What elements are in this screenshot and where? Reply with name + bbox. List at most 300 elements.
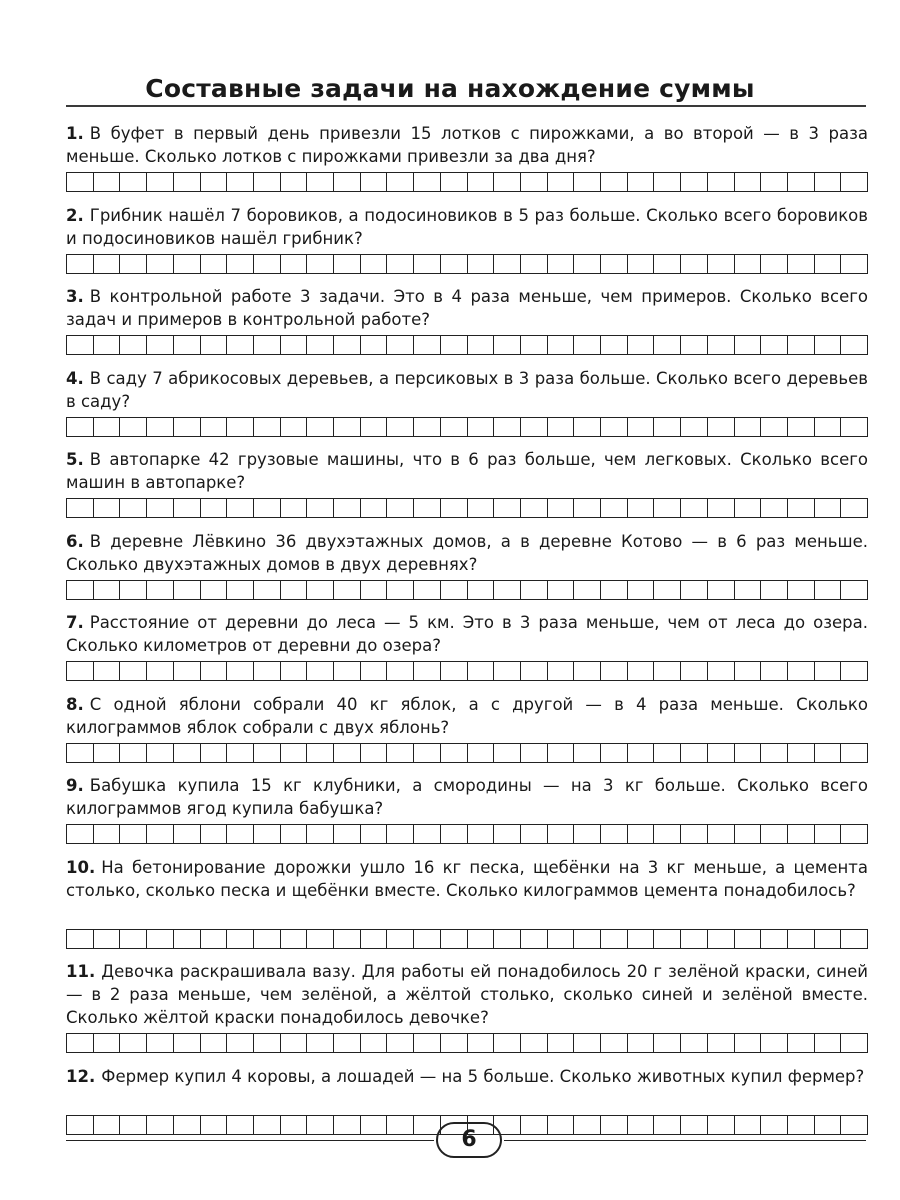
answer-cell[interactable] (653, 661, 680, 681)
answer-cell[interactable] (573, 929, 600, 949)
answer-cell[interactable] (413, 1033, 440, 1053)
answer-cell[interactable] (493, 580, 520, 600)
answer-cell[interactable] (493, 824, 520, 844)
answer-cell[interactable] (814, 743, 841, 763)
answer-grid[interactable] (66, 1033, 868, 1053)
answer-cell[interactable] (600, 661, 627, 681)
answer-cell[interactable] (440, 254, 467, 274)
answer-cell[interactable] (200, 1033, 227, 1053)
answer-cell[interactable] (573, 417, 600, 437)
answer-cell[interactable] (680, 824, 707, 844)
answer-cell[interactable] (814, 417, 841, 437)
answer-cell[interactable] (680, 743, 707, 763)
answer-cell[interactable] (333, 580, 360, 600)
answer-cell[interactable] (253, 661, 280, 681)
answer-cell[interactable] (547, 824, 574, 844)
answer-grid[interactable] (66, 580, 868, 600)
answer-cell[interactable] (707, 1115, 734, 1135)
answer-cell[interactable] (627, 172, 654, 192)
answer-cell[interactable] (333, 661, 360, 681)
answer-cell[interactable] (467, 172, 494, 192)
answer-cell[interactable] (306, 580, 333, 600)
answer-cell[interactable] (840, 929, 868, 949)
answer-cell[interactable] (814, 254, 841, 274)
answer-cell[interactable] (627, 1115, 654, 1135)
answer-cell[interactable] (146, 580, 173, 600)
answer-cell[interactable] (226, 580, 253, 600)
answer-cell[interactable] (493, 417, 520, 437)
answer-cell[interactable] (146, 417, 173, 437)
answer-cell[interactable] (413, 743, 440, 763)
answer-cell[interactable] (66, 172, 93, 192)
answer-cell[interactable] (493, 929, 520, 949)
answer-cell[interactable] (226, 1115, 253, 1135)
answer-cell[interactable] (386, 580, 413, 600)
answer-cell[interactable] (440, 335, 467, 355)
answer-cell[interactable] (253, 417, 280, 437)
answer-cell[interactable] (573, 743, 600, 763)
answer-cell[interactable] (734, 254, 761, 274)
answer-cell[interactable] (226, 498, 253, 518)
answer-cell[interactable] (787, 1033, 814, 1053)
answer-cell[interactable] (253, 580, 280, 600)
answer-cell[interactable] (360, 929, 387, 949)
answer-cell[interactable] (734, 498, 761, 518)
answer-cell[interactable] (760, 1115, 787, 1135)
answer-cell[interactable] (493, 661, 520, 681)
answer-cell[interactable] (280, 1115, 307, 1135)
answer-cell[interactable] (573, 172, 600, 192)
answer-cell[interactable] (814, 661, 841, 681)
answer-cell[interactable] (93, 172, 120, 192)
answer-cell[interactable] (493, 172, 520, 192)
answer-cell[interactable] (146, 743, 173, 763)
answer-cell[interactable] (360, 743, 387, 763)
answer-cell[interactable] (93, 929, 120, 949)
answer-cell[interactable] (814, 498, 841, 518)
answer-cell[interactable] (386, 335, 413, 355)
answer-cell[interactable] (627, 1033, 654, 1053)
answer-cell[interactable] (93, 580, 120, 600)
answer-cell[interactable] (787, 1115, 814, 1135)
answer-cell[interactable] (360, 417, 387, 437)
answer-cell[interactable] (547, 417, 574, 437)
answer-cell[interactable] (467, 661, 494, 681)
answer-cell[interactable] (413, 661, 440, 681)
answer-cell[interactable] (93, 824, 120, 844)
answer-cell[interactable] (840, 498, 868, 518)
answer-cell[interactable] (814, 824, 841, 844)
answer-cell[interactable] (653, 929, 680, 949)
answer-cell[interactable] (653, 580, 680, 600)
answer-cell[interactable] (627, 661, 654, 681)
answer-cell[interactable] (360, 580, 387, 600)
answer-cell[interactable] (573, 580, 600, 600)
answer-cell[interactable] (333, 254, 360, 274)
answer-cell[interactable] (787, 661, 814, 681)
answer-cell[interactable] (760, 929, 787, 949)
answer-cell[interactable] (573, 254, 600, 274)
answer-cell[interactable] (119, 661, 146, 681)
answer-cell[interactable] (280, 335, 307, 355)
answer-cell[interactable] (306, 498, 333, 518)
answer-cell[interactable] (814, 929, 841, 949)
answer-cell[interactable] (66, 661, 93, 681)
answer-cell[interactable] (226, 743, 253, 763)
answer-cell[interactable] (707, 1033, 734, 1053)
answer-cell[interactable] (787, 580, 814, 600)
answer-cell[interactable] (306, 1115, 333, 1135)
answer-cell[interactable] (413, 335, 440, 355)
answer-cell[interactable] (386, 743, 413, 763)
answer-cell[interactable] (386, 417, 413, 437)
answer-cell[interactable] (173, 172, 200, 192)
answer-cell[interactable] (760, 743, 787, 763)
answer-cell[interactable] (467, 824, 494, 844)
answer-grid[interactable] (66, 661, 868, 681)
answer-cell[interactable] (253, 743, 280, 763)
answer-cell[interactable] (600, 929, 627, 949)
answer-cell[interactable] (253, 254, 280, 274)
answer-cell[interactable] (200, 661, 227, 681)
answer-cell[interactable] (467, 580, 494, 600)
answer-cell[interactable] (333, 824, 360, 844)
answer-cell[interactable] (66, 1033, 93, 1053)
answer-cell[interactable] (440, 580, 467, 600)
answer-cell[interactable] (93, 743, 120, 763)
answer-cell[interactable] (440, 929, 467, 949)
answer-cell[interactable] (306, 335, 333, 355)
answer-cell[interactable] (200, 417, 227, 437)
answer-grid[interactable] (66, 335, 868, 355)
answer-cell[interactable] (520, 743, 547, 763)
answer-cell[interactable] (627, 743, 654, 763)
answer-cell[interactable] (734, 661, 761, 681)
answer-cell[interactable] (280, 824, 307, 844)
answer-cell[interactable] (306, 172, 333, 192)
answer-cell[interactable] (787, 929, 814, 949)
answer-cell[interactable] (119, 743, 146, 763)
answer-cell[interactable] (680, 335, 707, 355)
answer-cell[interactable] (760, 254, 787, 274)
answer-cell[interactable] (787, 743, 814, 763)
answer-cell[interactable] (707, 929, 734, 949)
answer-cell[interactable] (467, 254, 494, 274)
answer-cell[interactable] (413, 172, 440, 192)
answer-cell[interactable] (226, 929, 253, 949)
answer-cell[interactable] (467, 743, 494, 763)
answer-cell[interactable] (440, 417, 467, 437)
answer-cell[interactable] (653, 335, 680, 355)
answer-cell[interactable] (386, 824, 413, 844)
answer-cell[interactable] (627, 254, 654, 274)
answer-cell[interactable] (680, 661, 707, 681)
answer-cell[interactable] (93, 335, 120, 355)
answer-cell[interactable] (146, 498, 173, 518)
answer-cell[interactable] (680, 580, 707, 600)
answer-cell[interactable] (787, 498, 814, 518)
answer-cell[interactable] (520, 929, 547, 949)
answer-cell[interactable] (680, 498, 707, 518)
answer-cell[interactable] (573, 335, 600, 355)
answer-cell[interactable] (493, 1033, 520, 1053)
answer-cell[interactable] (627, 580, 654, 600)
answer-cell[interactable] (173, 580, 200, 600)
answer-cell[interactable] (600, 824, 627, 844)
answer-cell[interactable] (573, 498, 600, 518)
answer-cell[interactable] (66, 743, 93, 763)
answer-cell[interactable] (200, 335, 227, 355)
answer-cell[interactable] (146, 1033, 173, 1053)
answer-cell[interactable] (547, 1033, 574, 1053)
answer-cell[interactable] (119, 498, 146, 518)
answer-cell[interactable] (66, 1115, 93, 1135)
answer-cell[interactable] (66, 580, 93, 600)
answer-cell[interactable] (306, 1033, 333, 1053)
answer-cell[interactable] (840, 1033, 868, 1053)
answer-cell[interactable] (707, 580, 734, 600)
answer-cell[interactable] (119, 929, 146, 949)
answer-cell[interactable] (467, 417, 494, 437)
answer-cell[interactable] (734, 580, 761, 600)
answer-cell[interactable] (333, 172, 360, 192)
answer-cell[interactable] (707, 417, 734, 437)
answer-cell[interactable] (253, 929, 280, 949)
answer-cell[interactable] (653, 1115, 680, 1135)
answer-cell[interactable] (173, 498, 200, 518)
answer-cell[interactable] (360, 824, 387, 844)
answer-cell[interactable] (360, 172, 387, 192)
answer-cell[interactable] (146, 172, 173, 192)
answer-cell[interactable] (520, 1033, 547, 1053)
answer-cell[interactable] (653, 1033, 680, 1053)
answer-cell[interactable] (173, 743, 200, 763)
answer-cell[interactable] (734, 172, 761, 192)
answer-cell[interactable] (840, 172, 868, 192)
answer-cell[interactable] (520, 172, 547, 192)
answer-cell[interactable] (707, 824, 734, 844)
answer-cell[interactable] (467, 498, 494, 518)
answer-grid[interactable] (66, 254, 868, 274)
answer-cell[interactable] (600, 498, 627, 518)
answer-cell[interactable] (173, 929, 200, 949)
answer-cell[interactable] (547, 929, 574, 949)
answer-cell[interactable] (253, 824, 280, 844)
answer-cell[interactable] (787, 335, 814, 355)
answer-cell[interactable] (93, 417, 120, 437)
answer-cell[interactable] (360, 498, 387, 518)
answer-cell[interactable] (520, 1115, 547, 1135)
answer-cell[interactable] (840, 580, 868, 600)
answer-cell[interactable] (200, 580, 227, 600)
answer-cell[interactable] (787, 172, 814, 192)
answer-cell[interactable] (333, 498, 360, 518)
answer-cell[interactable] (760, 824, 787, 844)
answer-cell[interactable] (119, 1115, 146, 1135)
answer-cell[interactable] (600, 335, 627, 355)
answer-cell[interactable] (360, 1115, 387, 1135)
answer-cell[interactable] (520, 498, 547, 518)
answer-cell[interactable] (600, 743, 627, 763)
answer-cell[interactable] (173, 1033, 200, 1053)
answer-cell[interactable] (627, 824, 654, 844)
answer-cell[interactable] (840, 254, 868, 274)
answer-cell[interactable] (840, 335, 868, 355)
answer-cell[interactable] (814, 580, 841, 600)
answer-cell[interactable] (440, 172, 467, 192)
answer-cell[interactable] (253, 1033, 280, 1053)
answer-cell[interactable] (306, 661, 333, 681)
answer-cell[interactable] (119, 172, 146, 192)
answer-cell[interactable] (707, 335, 734, 355)
answer-cell[interactable] (93, 254, 120, 274)
answer-cell[interactable] (413, 929, 440, 949)
answer-cell[interactable] (200, 824, 227, 844)
answer-cell[interactable] (493, 254, 520, 274)
answer-cell[interactable] (734, 1033, 761, 1053)
answer-cell[interactable] (653, 824, 680, 844)
answer-cell[interactable] (413, 417, 440, 437)
answer-cell[interactable] (760, 417, 787, 437)
answer-grid[interactable] (66, 929, 868, 949)
answer-cell[interactable] (66, 929, 93, 949)
answer-cell[interactable] (547, 172, 574, 192)
answer-cell[interactable] (707, 743, 734, 763)
answer-cell[interactable] (66, 417, 93, 437)
answer-cell[interactable] (119, 580, 146, 600)
answer-cell[interactable] (333, 929, 360, 949)
answer-cell[interactable] (413, 580, 440, 600)
answer-cell[interactable] (520, 417, 547, 437)
answer-cell[interactable] (707, 254, 734, 274)
answer-cell[interactable] (600, 580, 627, 600)
answer-cell[interactable] (386, 929, 413, 949)
answer-cell[interactable] (413, 498, 440, 518)
answer-cell[interactable] (840, 1115, 868, 1135)
answer-cell[interactable] (253, 1115, 280, 1135)
answer-cell[interactable] (547, 498, 574, 518)
answer-cell[interactable] (573, 1115, 600, 1135)
answer-cell[interactable] (547, 335, 574, 355)
answer-cell[interactable] (627, 335, 654, 355)
answer-cell[interactable] (440, 1033, 467, 1053)
answer-cell[interactable] (306, 417, 333, 437)
answer-cell[interactable] (467, 929, 494, 949)
answer-cell[interactable] (547, 743, 574, 763)
answer-cell[interactable] (680, 1115, 707, 1135)
answer-cell[interactable] (93, 1033, 120, 1053)
answer-cell[interactable] (253, 335, 280, 355)
answer-cell[interactable] (787, 417, 814, 437)
answer-cell[interactable] (200, 1115, 227, 1135)
answer-cell[interactable] (333, 417, 360, 437)
answer-cell[interactable] (440, 661, 467, 681)
answer-cell[interactable] (734, 1115, 761, 1135)
answer-cell[interactable] (173, 335, 200, 355)
answer-cell[interactable] (493, 498, 520, 518)
answer-cell[interactable] (627, 498, 654, 518)
answer-cell[interactable] (93, 498, 120, 518)
answer-cell[interactable] (840, 824, 868, 844)
answer-cell[interactable] (119, 1033, 146, 1053)
answer-cell[interactable] (200, 929, 227, 949)
answer-cell[interactable] (200, 743, 227, 763)
answer-cell[interactable] (707, 498, 734, 518)
answer-cell[interactable] (413, 254, 440, 274)
answer-cell[interactable] (306, 254, 333, 274)
answer-cell[interactable] (627, 417, 654, 437)
answer-cell[interactable] (146, 661, 173, 681)
answer-cell[interactable] (600, 1115, 627, 1135)
answer-cell[interactable] (493, 335, 520, 355)
answer-cell[interactable] (600, 172, 627, 192)
answer-grid[interactable] (66, 824, 868, 844)
answer-grid[interactable] (66, 498, 868, 518)
answer-cell[interactable] (653, 172, 680, 192)
answer-cell[interactable] (734, 417, 761, 437)
answer-cell[interactable] (600, 1033, 627, 1053)
answer-cell[interactable] (119, 335, 146, 355)
answer-cell[interactable] (146, 929, 173, 949)
answer-cell[interactable] (66, 254, 93, 274)
answer-cell[interactable] (226, 417, 253, 437)
answer-cell[interactable] (173, 1115, 200, 1135)
answer-cell[interactable] (333, 743, 360, 763)
answer-cell[interactable] (360, 1033, 387, 1053)
answer-cell[interactable] (440, 824, 467, 844)
answer-cell[interactable] (814, 1115, 841, 1135)
answer-cell[interactable] (734, 743, 761, 763)
answer-cell[interactable] (280, 1033, 307, 1053)
answer-cell[interactable] (520, 824, 547, 844)
answer-cell[interactable] (280, 661, 307, 681)
answer-cell[interactable] (520, 254, 547, 274)
answer-cell[interactable] (173, 661, 200, 681)
answer-cell[interactable] (306, 929, 333, 949)
answer-cell[interactable] (547, 1115, 574, 1135)
answer-cell[interactable] (653, 498, 680, 518)
answer-cell[interactable] (226, 661, 253, 681)
answer-cell[interactable] (360, 661, 387, 681)
answer-cell[interactable] (200, 254, 227, 274)
answer-cell[interactable] (93, 1115, 120, 1135)
answer-cell[interactable] (600, 417, 627, 437)
answer-cell[interactable] (760, 335, 787, 355)
answer-cell[interactable] (333, 1115, 360, 1135)
answer-cell[interactable] (119, 824, 146, 844)
answer-cell[interactable] (386, 1115, 413, 1135)
answer-cell[interactable] (653, 743, 680, 763)
answer-cell[interactable] (280, 743, 307, 763)
answer-cell[interactable] (253, 172, 280, 192)
answer-cell[interactable] (814, 1033, 841, 1053)
answer-cell[interactable] (493, 743, 520, 763)
answer-cell[interactable] (653, 417, 680, 437)
answer-cell[interactable] (306, 743, 333, 763)
answer-cell[interactable] (280, 580, 307, 600)
answer-cell[interactable] (814, 335, 841, 355)
answer-cell[interactable] (680, 1033, 707, 1053)
answer-cell[interactable] (306, 824, 333, 844)
answer-cell[interactable] (760, 1033, 787, 1053)
answer-cell[interactable] (146, 335, 173, 355)
answer-cell[interactable] (787, 824, 814, 844)
answer-cell[interactable] (93, 661, 120, 681)
answer-cell[interactable] (226, 254, 253, 274)
answer-cell[interactable] (386, 498, 413, 518)
answer-cell[interactable] (333, 335, 360, 355)
answer-cell[interactable] (520, 580, 547, 600)
